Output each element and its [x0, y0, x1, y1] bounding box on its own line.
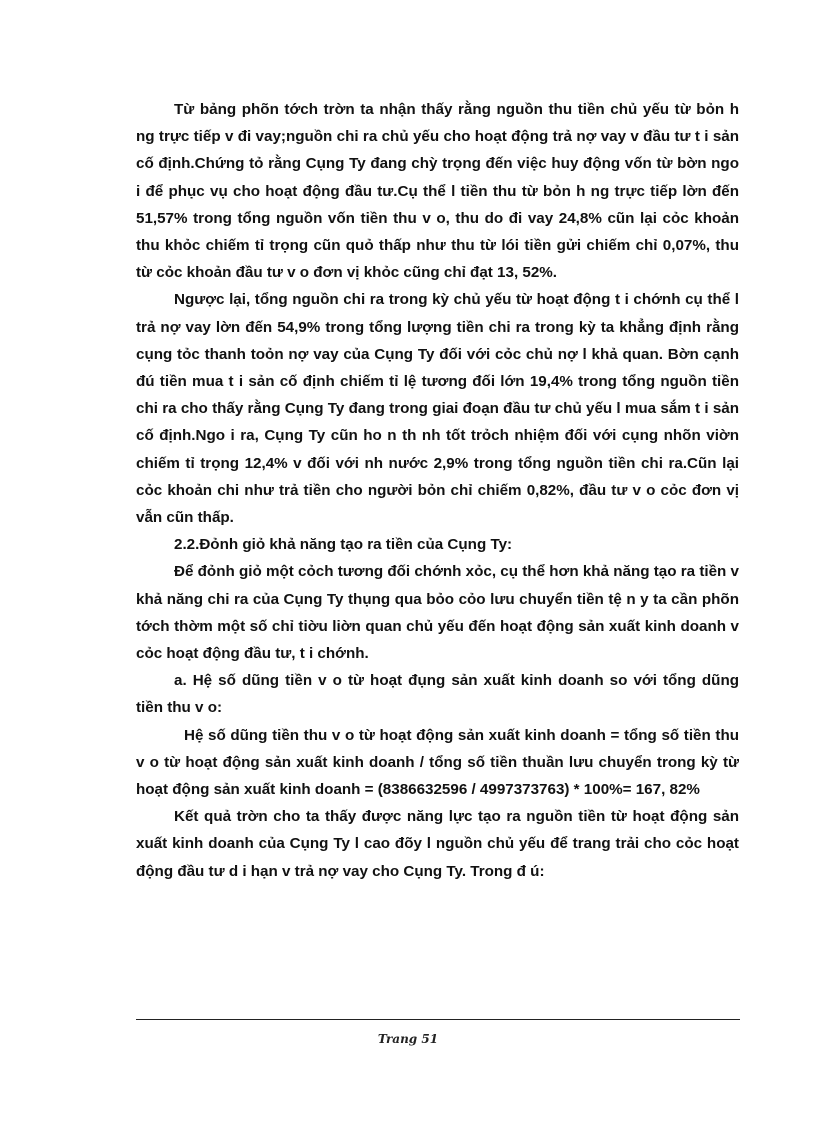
paragraph-ratio-formula: Hệ số dũng tiền thu v o từ hoạt động sản xuất kinh doanh = tổng số tiền thu v o từ hoạt động sản xuất kinh doanh / tổng số tiền thuần lưu chuyển trong kỳ từ hoạt động sản xuất kinh doanh = (8386632596 / 4997373763) * 100%= 167, 82%: [136, 726, 739, 799]
paragraph-conclusion: Kết quả trờn cho ta thấy được năng lực tạo ra nguồn tiền từ hoạt động sản xuất kinh doanh của Cụng Ty l cao đõy l nguồn chủ yếu để trang trải cho cỏc hoạt động đầu tư d i hạn v trả nợ vay cho Cụng Ty. Trong đ ú:: [136, 808, 739, 880]
footer-divider: [136, 1019, 740, 1020]
paragraph-cash-sources: Từ bảng phõn tớch trờn ta nhận thấy rằng nguồn thu tiền chủ yếu từ bỏn h ng trực tiếp v đi vay;nguồn chi ra chủ yếu cho hoạt động trả nợ vay v đầu tư t i sản cố định.Chứng tỏ rằng Cụng Ty đang chỳ trọng đến việc huy động vốn từ bờn ngo i để phục vụ cho hoạt động đầu tư.Cụ thể l tiền thu từ bỏn h ng trực tiếp lờn đến 51,57% trong tổng nguồn vốn tiền thu v o, thu do đi vay 24,8% cũn lại cỏc khoản thu khỏc chiếm tỉ trọng cũn quỏ thấp như thu từ lói tiền gửi chiếm chỉ 0,07%, thu từ cỏc khoản đầu tư v o đơn vị khỏc cũng chỉ đạt 13, 52%.: [136, 101, 739, 282]
page-number: Trang 51: [377, 1032, 439, 1046]
section-heading: 2.2.Đỏnh giỏ khả năng tạo ra tiền của Cụng Ty:: [174, 536, 513, 554]
paragraph-evaluation-intro: Để đỏnh giỏ một cỏch tương đối chớnh xỏc, cụ thể hơn khả năng tạo ra tiền v khả năng chi ra của Cụng Ty thụng qua bỏo cỏo lưu chuyển tiền tệ n y ta cần phõn tớch thờm một số chỉ tiờu liờn quan chủ yếu đến hoạt động sản xuất kinh doanh v cỏc hoạt động đầu tư, t i chớnh.: [136, 563, 739, 663]
document-body: [136, 96, 739, 885]
paragraph-ratio-heading: a. Hệ số dũng tiền v o từ hoạt đụng sản xuất kinh doanh so với tổng dũng tiền thu v o:: [136, 672, 739, 717]
paragraph-cash-uses: Ngược lại, tổng nguồn chi ra trong kỳ chủ yếu từ hoạt động t i chớnh cụ thể l trả nợ vay lờn đến 54,9% trong tổng lượng tiền chi ra trong kỳ ta khẳng định rằng cụng tỏc thanh toỏn nợ vay của Cụng Ty đối với cỏc chủ nợ l khả quan. Bờn cạnh đú tiền mua t i sản cố định chiếm tỉ lệ tương đối lớn 19,4% trong tổng nguồn tiền chi ra cho thấy rằng Cụng Ty đang trong giai đoạn đầu tư chủ yếu l mua sắm t i sản cố định.Ngo i ra, Cụng Ty cũn ho n th nh tốt trỏch nhiệm đối với cụng nhõn viờn chiếm tỉ trọng 12,4% v đối với nh nước 2,9% trong tổng nguồn tiền chi ra.Cũn lại cỏc khoản chi như trả tiền cho người bỏn chỉ chiếm 0,82%, đầu tư v o cỏc đơn vị vẫn cũn thấp.: [136, 291, 739, 527]
